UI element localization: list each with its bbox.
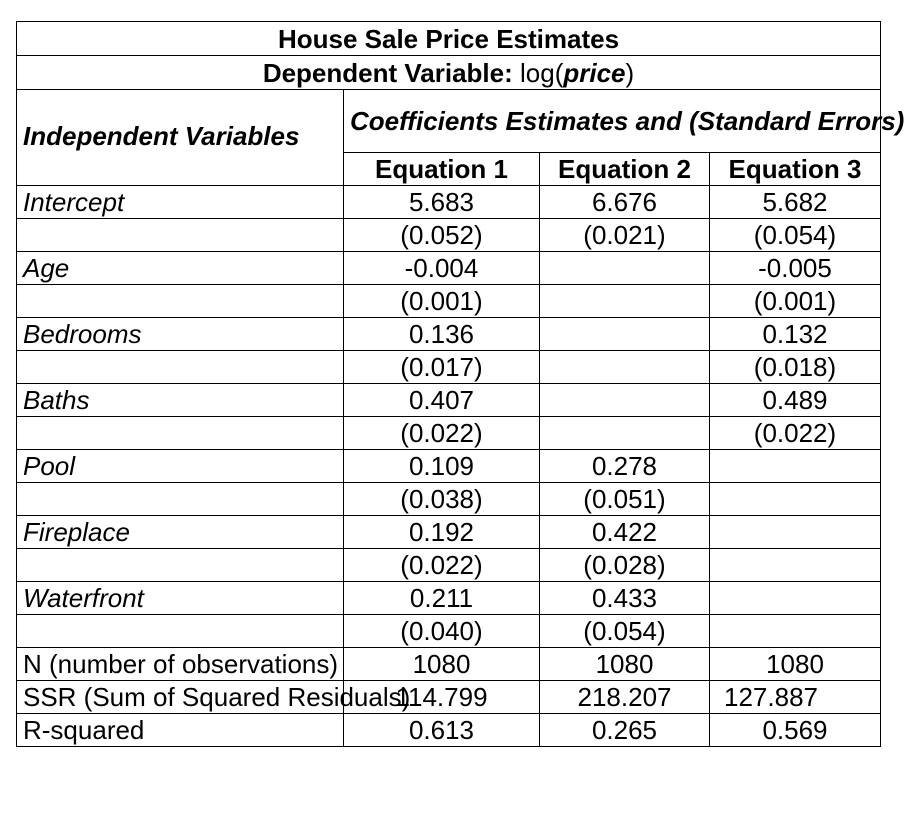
- variable-name-blank: [17, 219, 344, 252]
- table-row: [17, 351, 881, 384]
- subtitle-function: log(: [520, 57, 564, 88]
- variable-name: Fireplace: [17, 516, 344, 549]
- coefficient-eq1: 0.211: [344, 582, 540, 615]
- dependent-variable: [17, 56, 881, 90]
- table-row: [17, 450, 881, 483]
- variable-name-blank: [17, 417, 344, 450]
- variable-name: Age: [17, 252, 344, 285]
- title-row: [17, 22, 881, 56]
- stat-value-eq1: 1080: [344, 648, 540, 681]
- stat-value-eq2: 218.207: [540, 681, 710, 714]
- standard-error-eq3: [710, 483, 881, 516]
- stat-value-eq1: 0.613: [344, 714, 540, 747]
- coefficient-eq2: [540, 384, 710, 417]
- coefficient-eq1: 0.192: [344, 516, 540, 549]
- standard-error-eq1: (0.017): [344, 351, 540, 384]
- stat-row: [17, 648, 881, 681]
- standard-error-eq3: (0.018): [710, 351, 881, 384]
- stat-value-eq3: 127.887: [710, 681, 881, 714]
- table-row: [17, 318, 881, 351]
- coefficient-eq3: 0.489: [710, 384, 881, 417]
- standard-error-eq2: (0.054): [540, 615, 710, 648]
- standard-error-eq1: (0.052): [344, 219, 540, 252]
- stat-value-eq3: 0.569: [710, 714, 881, 747]
- coefficient-eq1: -0.004: [344, 252, 540, 285]
- header-coefficients: Coefficients Estimates and (Standard Errors): [344, 90, 881, 153]
- standard-error-eq1: (0.040): [344, 615, 540, 648]
- equation-1-header: Equation 1: [344, 153, 540, 186]
- stat-value-eq1: 114.799: [344, 681, 540, 714]
- header-row: [17, 90, 881, 153]
- variable-name: Bedrooms: [17, 318, 344, 351]
- statistics-rows: [17, 648, 881, 747]
- standard-error-eq3: (0.001): [710, 285, 881, 318]
- coefficient-eq1: 5.683: [344, 186, 540, 219]
- stat-value-eq2: 1080: [540, 648, 710, 681]
- standard-error-eq3: [710, 615, 881, 648]
- standard-error-eq2: [540, 285, 710, 318]
- table-row: [17, 285, 881, 318]
- standard-error-eq3: (0.022): [710, 417, 881, 450]
- coefficient-eq3: 0.132: [710, 318, 881, 351]
- stat-row: [17, 714, 881, 747]
- variable-name-blank: [17, 615, 344, 648]
- subtitle-row: [17, 56, 881, 90]
- coefficient-eq3: [710, 516, 881, 549]
- stat-label: SSR (Sum of Squared Residuals): [17, 681, 344, 714]
- table-row: [17, 384, 881, 417]
- stat-value-eq3: 1080: [710, 648, 881, 681]
- stat-value-eq2: 0.265: [540, 714, 710, 747]
- variable-name-blank: [17, 483, 344, 516]
- table-row: [17, 483, 881, 516]
- variable-name: Waterfront: [17, 582, 344, 615]
- subtitle-prefix: Dependent Variable:: [262, 57, 520, 88]
- coefficient-eq1: 0.136: [344, 318, 540, 351]
- table-row: [17, 549, 881, 582]
- standard-error-eq3: (0.054): [710, 219, 881, 252]
- table-row: [17, 186, 881, 219]
- coefficient-eq1: 0.109: [344, 450, 540, 483]
- standard-error-eq3: [710, 549, 881, 582]
- table-row: [17, 417, 881, 450]
- standard-error-eq1: (0.001): [344, 285, 540, 318]
- variable-rows: [17, 186, 881, 648]
- regression-table: [16, 21, 905, 747]
- coefficient-eq2: [540, 252, 710, 285]
- standard-error-eq2: (0.028): [540, 549, 710, 582]
- standard-error-eq1: (0.022): [344, 549, 540, 582]
- table-row: [17, 252, 881, 285]
- variable-name-blank: [17, 285, 344, 318]
- coefficient-eq2: [540, 318, 710, 351]
- equation-2-header: Equation 2: [540, 153, 710, 186]
- table-row: [17, 516, 881, 549]
- coefficient-eq3: 5.682: [710, 186, 881, 219]
- variable-name: Intercept: [17, 186, 344, 219]
- equation-3-header: Equation 3: [710, 153, 881, 186]
- standard-error-eq2: (0.051): [540, 483, 710, 516]
- standard-error-eq1: (0.038): [344, 483, 540, 516]
- variable-name: Pool: [17, 450, 344, 483]
- stat-row: [17, 681, 881, 714]
- coefficient-eq1: 0.407: [344, 384, 540, 417]
- coefficient-eq2: 0.422: [540, 516, 710, 549]
- coefficient-eq3: [710, 582, 881, 615]
- standard-error-eq2: [540, 351, 710, 384]
- stat-label: R-squared: [17, 714, 344, 747]
- coefficient-eq2: 0.433: [540, 582, 710, 615]
- standard-error-eq2: [540, 417, 710, 450]
- table-row: [17, 615, 881, 648]
- standard-error-eq2: (0.021): [540, 219, 710, 252]
- table-title: House Sale Price Estimates: [17, 22, 881, 56]
- variable-name-blank: [17, 351, 344, 384]
- coefficient-eq3: -0.005: [710, 252, 881, 285]
- coefficient-eq2: 6.676: [540, 186, 710, 219]
- stat-label: N (number of observations): [17, 648, 344, 681]
- subtitle-variable: price: [563, 57, 626, 88]
- coefficient-eq3: [710, 450, 881, 483]
- variable-name: Baths: [17, 384, 344, 417]
- standard-error-eq1: (0.022): [344, 417, 540, 450]
- table-row: [17, 582, 881, 615]
- table-row: [17, 219, 881, 252]
- header-independent-variables: Independent Variables: [17, 90, 344, 186]
- subtitle-close: ): [625, 57, 635, 88]
- coefficient-eq2: 0.278: [540, 450, 710, 483]
- variable-name-blank: [17, 549, 344, 582]
